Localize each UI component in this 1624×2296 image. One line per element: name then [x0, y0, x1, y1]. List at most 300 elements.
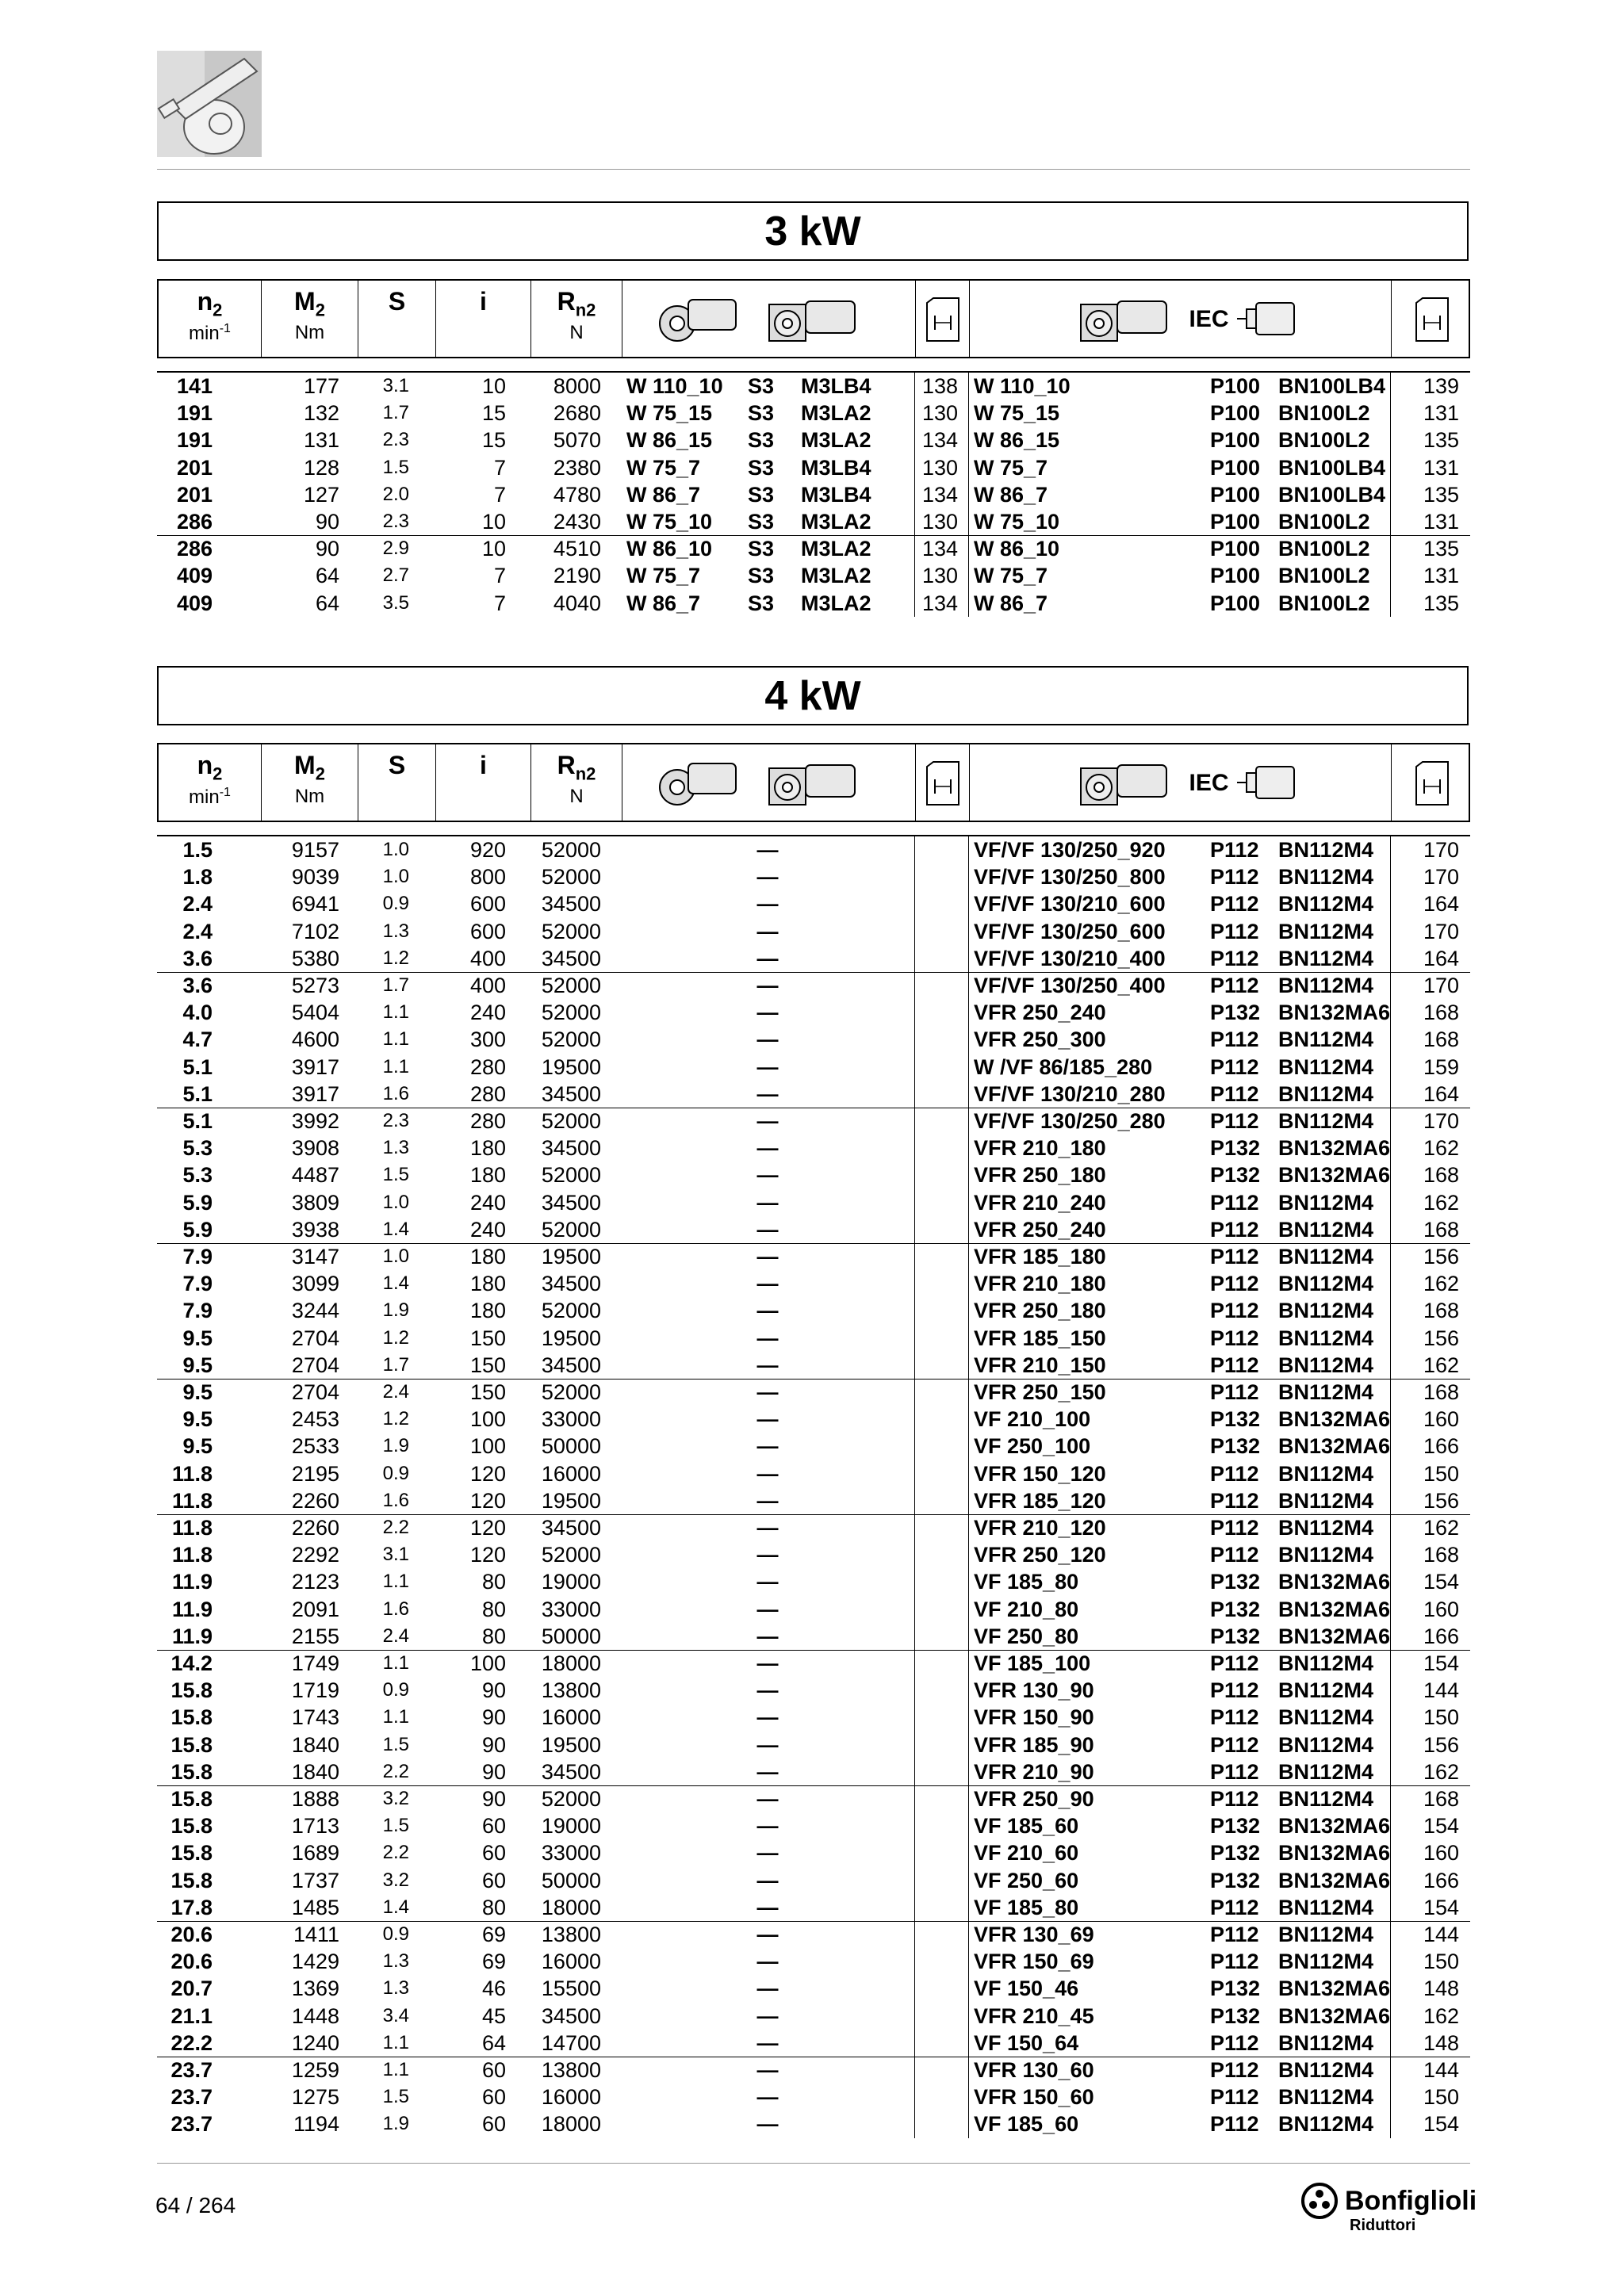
cell-iec-motor: BN100L2 [1278, 537, 1370, 561]
page-reference-icon [1415, 760, 1450, 806]
cell-m2: 3992 [291, 1109, 339, 1133]
cell-rn2: 18000 [541, 2112, 601, 2137]
cell-iec-motor: BN112M4 [1278, 1326, 1374, 1350]
cell-iec-model: VFR 130_69 [974, 1923, 1094, 1946]
cell-gearmotor-model: — [756, 1245, 779, 1269]
cell-n2: 7.9 [182, 1245, 213, 1269]
cell-m2: 2453 [291, 1407, 339, 1432]
cell-n2: 201 [176, 455, 213, 480]
cell-iec-motor: BN112M4 [1278, 1272, 1374, 1296]
cell-s: 1.3 [382, 920, 409, 942]
cell-rn2: 16000 [541, 2085, 601, 2110]
cell-i: 60 [481, 2058, 506, 2082]
cell-iec-motor: BN112M4 [1278, 1950, 1374, 1974]
cell-iec-motor: BN132MA6 [1278, 1597, 1391, 1621]
cell-duty: S3 [748, 401, 775, 426]
cell-iec-flange: P132 [1210, 1624, 1261, 1648]
column-divider [1390, 836, 1391, 2138]
header-rule [157, 169, 1470, 170]
header-n2-label: $n_2$ [197, 751, 223, 784]
cell-s: 2.9 [382, 538, 409, 560]
cell-m2: 9039 [291, 865, 339, 890]
cell-iec-flange: P112 [1210, 2030, 1259, 2055]
cell-iec-flange: P112 [1210, 1299, 1259, 1323]
cell-iec-motor: BN112M4 [1278, 1109, 1374, 1133]
cell-i: 7 [493, 591, 506, 615]
cell-s: 1.5 [382, 456, 409, 478]
cell-m2: 1888 [291, 1787, 339, 1811]
table-row [157, 1596, 1470, 1623]
cell-rn2: 19500 [541, 1054, 601, 1079]
cell-iec-motor: BN112M4 [1278, 1054, 1374, 1079]
cell-iec-page: 156 [1423, 1326, 1459, 1350]
header-rn2 [531, 744, 622, 821]
cell-s: 1.1 [382, 1028, 409, 1050]
cell-iec-page: 150 [1423, 1461, 1459, 1486]
cell-gearmotor-model: — [756, 1841, 779, 1866]
table-row [157, 918, 1470, 945]
cell-n2: 191 [176, 401, 213, 426]
cell-i: 150 [469, 1326, 506, 1350]
cell-m2: 3809 [291, 1190, 339, 1215]
cell-iec-model: VF 185_80 [974, 1895, 1079, 1919]
header-iec-gearbox [970, 744, 1392, 821]
cell-iec-model: VFR 210_240 [974, 1190, 1106, 1215]
header-rn2-unit: N [569, 322, 584, 343]
cell-iec-motor: BN112M4 [1278, 2058, 1374, 2082]
iec-label: IEC [1189, 306, 1229, 332]
cell-iec-flange: P112 [1210, 2058, 1259, 2082]
cell-i: 240 [469, 1217, 506, 1242]
cell-iec-flange: P100 [1210, 591, 1261, 615]
cell-iec-flange: P132 [1210, 1597, 1261, 1621]
header-page-ref-2 [1392, 281, 1472, 357]
cell-m2: 1275 [291, 2085, 339, 2110]
cell-s: 0.9 [382, 1462, 409, 1484]
cell-iec-flange: P132 [1210, 1814, 1261, 1839]
cell-s: 2.2 [382, 1842, 409, 1864]
cell-i: 180 [469, 1245, 506, 1269]
cell-rn2: 2380 [553, 455, 601, 480]
cell-iec-motor: BN132MA6 [1278, 2003, 1391, 2028]
header-m2-label: $M_2$ [294, 287, 325, 320]
cell-iec-page: 156 [1423, 1245, 1459, 1269]
cell-gearmotor-model: — [756, 892, 779, 916]
cell-i: 280 [469, 1054, 506, 1079]
cell-n2: 21.1 [170, 2003, 213, 2028]
table-row [157, 1677, 1470, 1704]
cell-rn2: 18000 [541, 1895, 601, 1919]
cell-iec-motor: BN100L2 [1278, 401, 1370, 426]
cell-gearmotor-model: — [756, 974, 779, 997]
cell-iec-flange: P132 [1210, 2003, 1261, 2028]
cell-s: 1.9 [382, 1299, 409, 1322]
cell-iec-motor: BN112M4 [1278, 946, 1374, 970]
cell-iec-motor: BN112M4 [1278, 1380, 1374, 1404]
cell-gearmotor-model: W 86_10 [626, 537, 713, 561]
cell-s: 1.4 [382, 1272, 409, 1295]
cell-m2: 4600 [291, 1027, 339, 1052]
cell-iec-motor: BN132MA6 [1278, 1814, 1391, 1839]
cell-m2: 64 [315, 564, 339, 588]
cell-page: 130 [921, 564, 958, 588]
cell-iec-model: VFR 185_120 [974, 1488, 1106, 1513]
cell-gearmotor-model: — [756, 1543, 779, 1567]
cell-iec-flange: P100 [1210, 455, 1261, 480]
cell-iec-page: 150 [1423, 1705, 1459, 1730]
cell-i: 60 [481, 1841, 506, 1866]
table-row [157, 1541, 1470, 1568]
cell-m2: 3244 [291, 1299, 339, 1323]
cell-iec-page: 170 [1423, 865, 1459, 890]
cell-n2: 409 [176, 591, 213, 615]
cell-n2: 7.9 [182, 1299, 213, 1323]
cell-m2: 1411 [293, 1923, 339, 1946]
cell-iec-motor: BN100LB4 [1278, 482, 1386, 507]
iec-header-group [970, 292, 1391, 347]
cell-s: 1.3 [382, 1950, 409, 1973]
cell-m2: 2704 [291, 1353, 339, 1377]
cell-m2: 3917 [291, 1054, 339, 1079]
cell-s: 3.1 [382, 1544, 409, 1566]
cell-rn2: 2430 [553, 510, 601, 534]
cell-iec-motor: BN112M4 [1278, 1190, 1374, 1215]
table-row [157, 2003, 1470, 2030]
cell-gearmotor-model: — [756, 1136, 779, 1161]
cell-rn2: 19500 [541, 1488, 601, 1513]
cell-iec-motor: BN112M4 [1278, 1027, 1374, 1052]
cell-iec-page: 160 [1423, 1407, 1459, 1432]
cell-iec-model: VF/VF 130/250_600 [974, 919, 1166, 943]
cell-iec-page: 170 [1423, 974, 1459, 997]
cell-iec-flange: P100 [1210, 428, 1261, 453]
cell-m2: 1485 [291, 1895, 339, 1919]
cell-rn2: 19500 [541, 1732, 601, 1757]
cell-m2: 5380 [291, 946, 339, 970]
cell-rn2: 19000 [541, 1570, 601, 1594]
footer-rule [157, 2163, 1470, 2164]
cell-rn2: 50000 [541, 1624, 601, 1648]
table-row [157, 373, 1470, 400]
cell-n2: 11.8 [171, 1543, 213, 1567]
header-page-ref-2 [1392, 744, 1472, 821]
table-row [157, 1161, 1470, 1188]
cell-rn2: 34500 [541, 1759, 601, 1784]
cell-n2: 9.5 [182, 1407, 213, 1432]
cell-n2: 23.7 [170, 2085, 213, 2110]
cell-iec-page: 144 [1423, 2058, 1459, 2082]
cell-m2: 1429 [291, 1950, 339, 1974]
cell-n2: 5.1 [182, 1081, 213, 1106]
cell-iec-model: VF 150_46 [974, 1976, 1079, 2001]
cell-m2: 1743 [291, 1705, 339, 1730]
cell-i: 600 [469, 892, 506, 916]
column-header-4kw [157, 743, 1470, 822]
cell-gearmotor-model: — [756, 865, 779, 890]
cell-n2: 5.1 [182, 1054, 213, 1079]
cell-s: 3.2 [382, 1869, 409, 1891]
cell-rn2: 18000 [541, 1651, 601, 1675]
cell-iec-page: 168 [1423, 1217, 1459, 1242]
cell-iec-model: VF 250_80 [974, 1624, 1079, 1648]
cell-gearmotor-model: — [756, 1081, 779, 1106]
cell-iec-flange: P100 [1210, 374, 1261, 398]
cell-iec-motor: BN112M4 [1278, 2030, 1374, 2055]
cell-m2: 2704 [291, 1380, 339, 1404]
gear-shaft-icon [157, 51, 262, 157]
cell-iec-motor: BN112M4 [1278, 1732, 1374, 1757]
cell-n2: 5.9 [182, 1217, 213, 1242]
cell-rn2: 16000 [541, 1705, 601, 1730]
cell-iec-flange: P112 [1210, 1543, 1259, 1567]
cell-motor: M3LA2 [801, 428, 871, 453]
cell-page: 134 [921, 537, 958, 561]
gearmotor-icon [650, 756, 888, 811]
section-title-3kw: 3 kW [157, 201, 1469, 261]
column-divider [968, 373, 969, 617]
page-reference-icon [925, 297, 960, 342]
cell-i: 280 [469, 1081, 506, 1106]
cell-iec-model: VF/VF 130/210_280 [974, 1081, 1166, 1106]
cell-iec-page: 139 [1423, 374, 1459, 398]
cell-gearmotor-model: — [756, 1001, 779, 1025]
cell-iec-motor: BN112M4 [1278, 1705, 1374, 1730]
cell-m2: 132 [303, 401, 339, 426]
cell-duty: S3 [748, 374, 775, 398]
cell-iec-page: 150 [1423, 2085, 1459, 2110]
cell-page: 130 [921, 510, 958, 534]
cell-iec-motor: BN112M4 [1278, 1461, 1374, 1486]
cell-iec-model: W 75_15 [974, 401, 1060, 426]
cell-iec-motor: BN112M4 [1278, 1353, 1374, 1377]
cell-gearmotor-model: W 75_7 [626, 455, 701, 480]
cell-iec-page: 144 [1423, 1678, 1459, 1703]
cell-rn2: 34500 [541, 2003, 601, 2028]
table-row [157, 1623, 1470, 1650]
table-row [157, 1406, 1470, 1433]
table-top-rule [157, 371, 1470, 373]
cell-iec-page: 164 [1423, 1081, 1459, 1106]
cell-iec-page: 159 [1423, 1054, 1459, 1079]
cell-motor: M3LA2 [801, 564, 871, 588]
cell-s: 1.5 [382, 1815, 409, 1837]
cell-iec-model: VFR 250_300 [974, 1027, 1106, 1052]
cell-iec-flange: P112 [1210, 1488, 1259, 1513]
cell-iec-model: VFR 150_69 [974, 1950, 1094, 1974]
cell-iec-flange: P112 [1210, 1272, 1259, 1296]
cell-gearmotor-model: — [756, 1217, 779, 1242]
header-n2-label: $n_2$ [197, 287, 223, 320]
cell-i: 300 [469, 1027, 506, 1052]
cell-n2: 15.8 [170, 1759, 213, 1784]
cell-i: 90 [481, 1732, 506, 1757]
cell-n2: 11.8 [171, 1488, 213, 1513]
cell-iec-page: 131 [1423, 564, 1459, 588]
brand-subtitle: Riduttori [1350, 2217, 1416, 2234]
cell-rn2: 34500 [541, 1272, 601, 1296]
cell-iec-page: 168 [1423, 1299, 1459, 1323]
cell-m2: 7102 [291, 919, 339, 943]
bonfiglioli-logo-icon [1300, 2182, 1339, 2220]
cell-iec-motor: BN100L2 [1278, 428, 1370, 453]
header-gearmotor [622, 744, 916, 821]
table-row [157, 1812, 1470, 1839]
cell-iec-model: VF 210_60 [974, 1841, 1079, 1866]
cell-page: 138 [921, 374, 958, 398]
cell-iec-flange: P112 [1210, 946, 1259, 970]
cell-s: 1.1 [382, 1652, 409, 1674]
iec-header-group [970, 756, 1391, 811]
cell-motor: M3LB4 [801, 455, 871, 480]
header-rn2-unit: N [569, 786, 584, 807]
header-iec-gearbox [970, 281, 1392, 357]
cell-s: 1.7 [382, 974, 409, 996]
cell-iec-model: VF 185_80 [974, 1570, 1079, 1594]
cell-iec-motor: BN112M4 [1278, 1217, 1374, 1242]
cell-i: 80 [481, 1570, 506, 1594]
cell-iec-model: VFR 250_240 [974, 1217, 1106, 1242]
cell-s: 3.2 [382, 1788, 409, 1809]
cell-iec-motor: BN100L2 [1278, 564, 1370, 588]
cell-m2: 1719 [291, 1678, 339, 1703]
cell-iec-flange: P112 [1210, 1054, 1259, 1079]
table-row [157, 1325, 1470, 1352]
cell-i: 7 [493, 482, 506, 507]
cell-iec-model: VF/VF 130/250_400 [974, 974, 1166, 997]
cell-m2: 2260 [291, 1488, 339, 1513]
table-row [157, 1758, 1470, 1785]
cell-n2: 2.4 [182, 892, 213, 916]
cell-iec-motor: BN112M4 [1278, 1543, 1374, 1567]
cell-iec-page: 135 [1423, 482, 1459, 507]
cell-iec-model: W /VF 86/185_280 [974, 1054, 1153, 1079]
cell-s: 1.2 [382, 1408, 409, 1430]
cell-gearmotor-model: — [756, 1705, 779, 1730]
cell-s: 1.4 [382, 1896, 409, 1918]
cell-iec-model: VFR 210_90 [974, 1759, 1094, 1784]
cell-rn2: 4780 [553, 482, 601, 507]
table-row [157, 1975, 1470, 2002]
cell-gearmotor-model: — [756, 1868, 779, 1892]
cell-rn2: 52000 [541, 1027, 601, 1052]
cell-iec-page: 160 [1423, 1841, 1459, 1866]
cell-iec-model: VFR 130_90 [974, 1678, 1094, 1703]
cell-iec-page: 144 [1423, 1923, 1459, 1946]
cell-iec-page: 156 [1423, 1732, 1459, 1757]
cell-m2: 6941 [291, 892, 339, 916]
column-header-3kw [157, 279, 1470, 358]
cell-i: 120 [469, 1543, 506, 1567]
cell-gearmotor-model: — [756, 2003, 779, 2028]
cell-m2: 2123 [291, 1570, 339, 1594]
cell-iec-motor: BN112M4 [1278, 1516, 1374, 1540]
cell-iec-flange: P132 [1210, 1136, 1261, 1161]
cell-iec-page: 154 [1423, 2112, 1459, 2137]
cell-i: 800 [469, 865, 506, 890]
cell-i: 7 [493, 455, 506, 480]
table-row [157, 1189, 1470, 1216]
cell-i: 46 [481, 1976, 506, 2001]
table-row [157, 1135, 1470, 1161]
cell-iec-motor: BN132MA6 [1278, 1570, 1391, 1594]
cell-n2: 11.9 [171, 1624, 213, 1648]
cell-iec-model: VF 185_60 [974, 2112, 1079, 2137]
cell-n2: 4.7 [182, 1027, 213, 1052]
table-row [157, 562, 1470, 589]
cell-rn2: 52000 [541, 1217, 601, 1242]
cell-iec-flange: P112 [1210, 1081, 1259, 1106]
cell-iec-page: 168 [1423, 1163, 1459, 1188]
cell-i: 400 [469, 974, 506, 997]
cell-m2: 2091 [291, 1597, 339, 1621]
cell-iec-page: 154 [1423, 1570, 1459, 1594]
cell-m2: 1713 [291, 1814, 339, 1839]
cell-iec-model: VFR 150_90 [974, 1705, 1094, 1730]
cell-n2: 2.4 [182, 919, 213, 943]
cell-iec-model: W 86_15 [974, 428, 1060, 453]
cell-m2: 1689 [291, 1841, 339, 1866]
cell-s: 3.5 [382, 591, 409, 614]
cell-gearmotor-model: W 75_10 [626, 510, 713, 534]
cell-m2: 2533 [291, 1434, 339, 1459]
cell-s: 1.1 [382, 1706, 409, 1728]
cell-s: 0.9 [382, 893, 409, 915]
cell-m2: 1369 [291, 1976, 339, 2001]
cell-i: 80 [481, 1895, 506, 1919]
column-divider [914, 836, 915, 2138]
cell-i: 120 [469, 1516, 506, 1540]
cell-n2: 9.5 [182, 1353, 213, 1377]
cell-iec-motor: BN100L2 [1278, 591, 1370, 615]
cell-page: 134 [921, 591, 958, 615]
cell-n2: 14.2 [170, 1651, 213, 1675]
table-row [157, 1108, 1470, 1135]
cell-gearmotor-model: — [756, 1976, 779, 2001]
cell-i: 100 [469, 1651, 506, 1675]
cell-iec-model: VF 185_100 [974, 1651, 1091, 1675]
cell-s: 2.2 [382, 1517, 409, 1538]
cell-m2: 2260 [291, 1516, 339, 1540]
cell-iec-model: VF 250_100 [974, 1434, 1091, 1459]
cell-rn2: 34500 [541, 1081, 601, 1106]
cell-iec-flange: P112 [1210, 1380, 1259, 1404]
cell-iec-page: 164 [1423, 892, 1459, 916]
cell-iec-flange: P112 [1210, 865, 1259, 890]
cell-iec-flange: P132 [1210, 1434, 1261, 1459]
table-row [157, 1026, 1470, 1053]
cell-iec-model: VF/VF 130/210_400 [974, 946, 1166, 970]
cell-s: 1.9 [382, 1435, 409, 1457]
cell-iec-motor: BN112M4 [1278, 2085, 1374, 2110]
cell-iec-page: 131 [1423, 510, 1459, 534]
cell-iec-motor: BN112M4 [1278, 1651, 1374, 1675]
cell-iec-motor: BN112M4 [1278, 865, 1374, 890]
cell-i: 15 [481, 401, 506, 426]
header-rn2-label: $R_{n2}$ [557, 287, 596, 320]
cell-n2: 3.6 [182, 974, 213, 997]
cell-iec-flange: P100 [1210, 510, 1261, 534]
cell-rn2: 52000 [541, 865, 601, 890]
cell-gearmotor-model: — [756, 1434, 779, 1459]
cell-gearmotor-model: — [756, 1895, 779, 1919]
cell-iec-model: VFR 130_60 [974, 2058, 1094, 2082]
cell-iec-page: 135 [1423, 537, 1459, 561]
table-row [157, 1894, 1470, 1921]
cell-iec-model: VF/VF 130/250_800 [974, 865, 1166, 890]
cell-s: 1.7 [382, 402, 409, 424]
cell-iec-flange: P100 [1210, 564, 1261, 588]
cell-iec-model: VF/VF 130/250_280 [974, 1109, 1166, 1133]
